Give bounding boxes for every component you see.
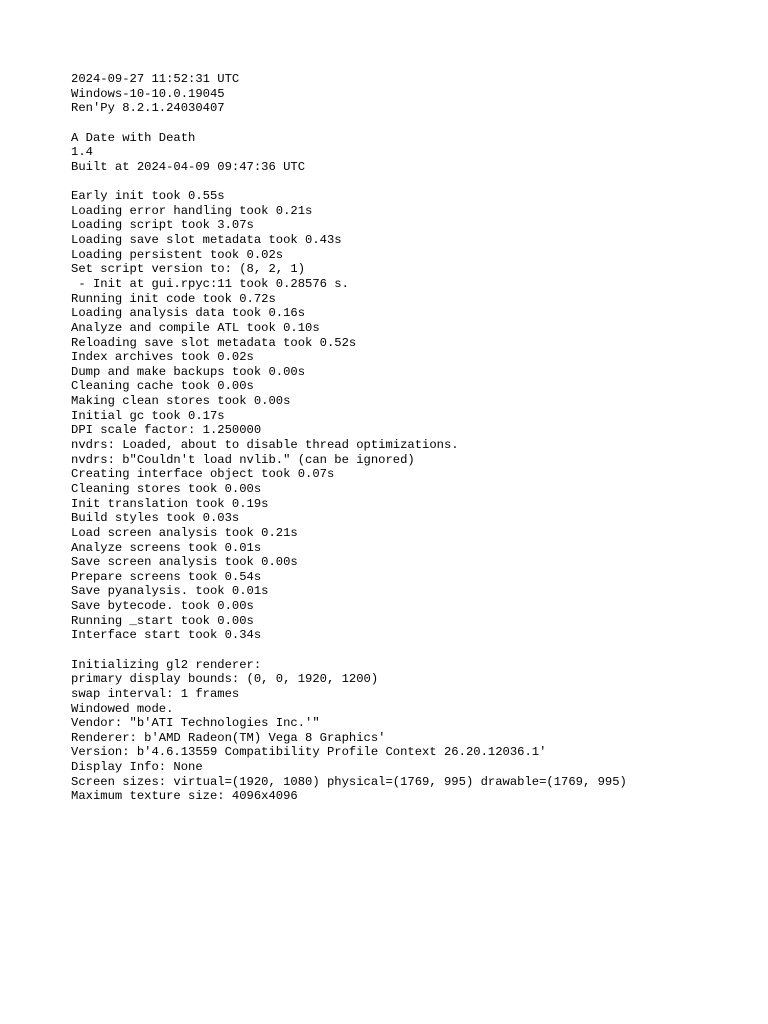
log-line: Index archives took 0.02s [71,350,254,365]
log-line: nvdrs: b"Couldn't load nvlib." (can be ignored) [71,452,415,467]
log-line: Vendor: "b'ATI Technologies Inc.'" [71,716,320,731]
log-line: Save pyanalysis. took 0.01s [71,584,269,599]
log-line-renpy-version: Ren'Py 8.2.1.24030407 [71,101,225,116]
log-line: Build styles took 0.03s [71,511,240,526]
log-line: Display Info: None [71,760,203,775]
log-line: Interface start took 0.34s [71,628,262,643]
log-section-game-info [71,131,761,175]
log-line: Loading script took 3.07s [71,218,254,233]
log-line-timestamp: 2024-09-27 11:52:31 UTC [71,72,240,86]
log-line-game-version: 1.4 [71,145,93,160]
log-line: Save screen analysis took 0.00s [71,555,298,570]
log-line: Loading error handling took 0.21s [71,203,313,218]
log-line: Prepare screens took 0.54s [71,569,262,584]
log-line: Save bytecode. took 0.00s [71,599,254,614]
log-section-renderer-info [71,658,761,804]
log-line: Dump and make backups took 0.00s [71,364,306,379]
log-line: Windowed mode. [71,701,174,716]
log-line: Renderer: b'AMD Radeon(TM) Vega 8 Graphics' [71,730,386,745]
log-line: Initial gc took 0.17s [71,408,225,423]
log-line: Maximum texture size: 4096x4096 [71,789,298,804]
log-line: Screen sizes: virtual=(1920, 1080) physical=(1769, 995) drawable=(1769, 995) [71,774,627,789]
log-line: Making clean stores took 0.00s [71,394,291,409]
log-line: Reloading save slot metadata took 0.52s [71,335,357,350]
log-line: swap interval: 1 frames [71,686,240,701]
log-line: Early init took 0.55s [71,189,225,204]
log-document [71,72,761,819]
log-line: Loading persistent took 0.02s [71,247,284,262]
log-line: Analyze screens took 0.01s [71,540,262,555]
log-section-startup-timings [71,189,761,643]
log-line: Running _start took 0.00s [71,613,254,628]
log-section-system-info [71,72,761,116]
log-line: Loading analysis data took 0.16s [71,306,306,321]
log-line: - Init at gui.rpyc:11 took 0.28576 s. [71,276,349,291]
log-line: Version: b'4.6.13559 Compatibility Profile Context 26.20.12036.1' [71,745,547,760]
log-line-os-version: Windows-10-10.0.19045 [71,86,225,101]
log-line: Cleaning cache took 0.00s [71,379,254,394]
log-line: Cleaning stores took 0.00s [71,481,262,496]
log-line: nvdrs: Loaded, about to disable thread optimizations. [71,438,459,453]
log-line: primary display bounds: (0, 0, 1920, 1200) [71,672,379,687]
log-line: Initializing gl2 renderer: [71,657,262,672]
log-line: Loading save slot metadata took 0.43s [71,233,342,248]
log-line: DPI scale factor: 1.250000 [71,423,262,438]
log-line: Load screen analysis took 0.21s [71,525,298,540]
log-line-game-title: A Date with Death [71,130,196,145]
log-line-build-date: Built at 2024-04-09 09:47:36 UTC [71,159,306,174]
log-line: Analyze and compile ATL took 0.10s [71,320,320,335]
log-line: Creating interface object took 0.07s [71,467,335,482]
log-line: Init translation took 0.19s [71,496,269,511]
log-line: Running init code took 0.72s [71,291,276,306]
log-line: Set script version to: (8, 2, 1) [71,262,306,277]
